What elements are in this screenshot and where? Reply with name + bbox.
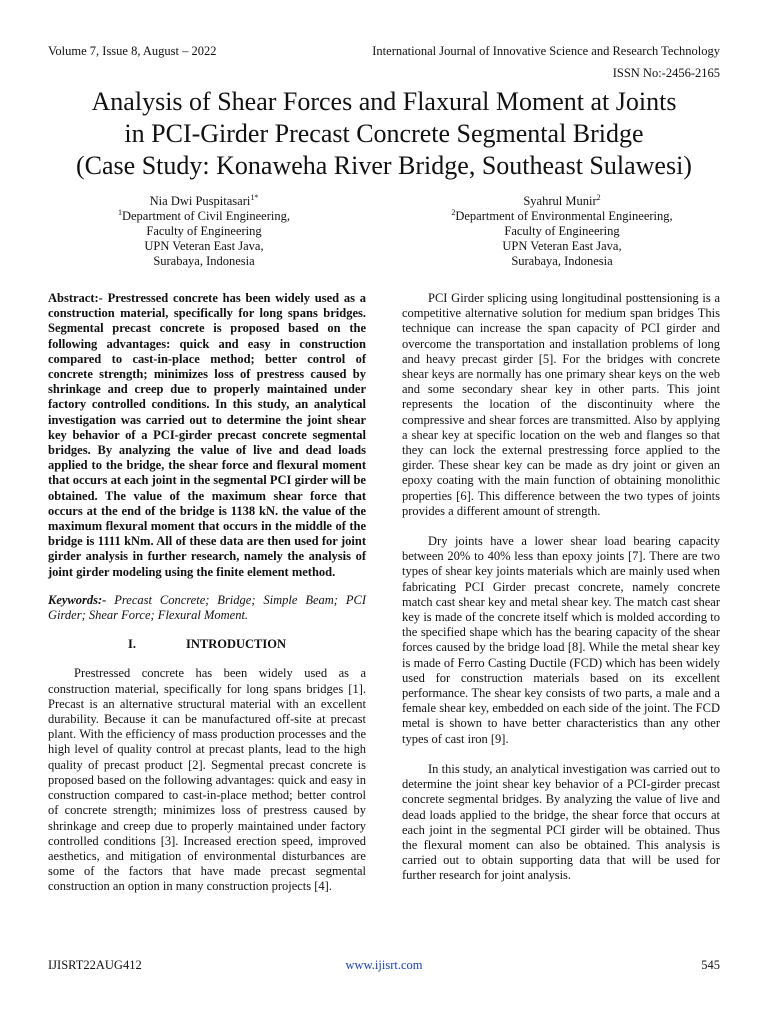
author-university: UPN Veteran East Java, <box>144 239 264 253</box>
paper-code: IJISRT22AUG412 <box>48 958 142 972</box>
body-paragraph: In this study, an analytical investigation was carried out to determine the joint shear key behavior of a PCI-girder precast concrete segmental bridges. By analyzing the value of live and dead loads applied to the bridge, the shear force that occurs at each joint in the segmental PCI girder will be obtained. Thus the flexural moment can also be obtained. This analysis is carried out to obtain supporting data that will be used for further research for joint analysis. <box>402 761 720 883</box>
author-city: Surabaya, Indonesia <box>511 254 613 268</box>
journal-url-link[interactable]: www.ijisrt.com <box>345 958 423 972</box>
journal-name: International Journal of Innovative Science and Research Technology <box>372 44 720 58</box>
body-paragraph: Dry joints have a lower shear load bearing capacity between 20% to 40% less than epoxy joints [7]. There are two types of shear key joints materials which are mainly used when fabricating PCI Girder precast concrete, namely concrete match cast shear key and metal shear key. The match cast shear key is made of the concrete itself which is molded according to the specified shape which has the bearing capacity of the shear forces caused by the bridge load [8]. While the metal shear key is made of Ferro Casting Ductile (FCD) which has been widely used for construction materials based on its excellent performance. The shear key consists of two parts, a male and a female shear key, embedded on each side of the joint. The FCD metal is shown to have better characteristics than any other types of cast iron [9]. <box>402 534 720 746</box>
section-title: INTRODUCTION <box>185 637 286 652</box>
author-faculty: Faculty of Engineering <box>146 224 262 238</box>
page-number: 545 <box>701 958 720 972</box>
section-number: I. <box>127 637 136 652</box>
body-paragraph: PCI Girder splicing using longitudinal posttensioning is a competitive alternative solution for medium span bridges This technique can increase the span capacity of PCI girder and overcome the transportation and installation problems of long and heavy precast girder [5]. For the bridges with concrete shear keys are normally has one primary shear keys on the web and some secondary shear key in other parts. This joint represents the location of the discontinuity where the compressive and shear forces are transmitted. Also by applying a shear key at specific location on the web and flanges so that they can lock the external prestressing force applied to the girder. These shear key can be made as dry joint or given an epoxy coating with the main function of obtaining monolithic properties [6]. This difference between the two types of joints provides a different amount of strength. <box>402 291 720 518</box>
paper-title <box>20 86 748 182</box>
author-faculty: Faculty of Engineering <box>504 224 620 238</box>
author-name: Nia Dwi Puspitasari$^{1*}$ <box>149 193 259 208</box>
keywords-label: Keywords:- <box>48 592 107 607</box>
author-block <box>432 194 692 269</box>
author-city: Surabaya, Indonesia <box>153 254 255 268</box>
section-heading <box>48 637 366 652</box>
author-department: $^2$Department of Environmental Engineering, <box>451 208 673 223</box>
title-line: (Case Study: Konaweha River Bridge, Southeast Sulawesi) <box>76 151 692 180</box>
author-department: $^1$Department of Civil Engineering, <box>117 208 290 223</box>
keywords <box>48 593 366 623</box>
keywords-text: Precast Concrete; Bridge; Simple Beam; PCI Girder; Shear Force; Flexural Moment. <box>48 592 367 623</box>
journal-volume: Volume 7, Issue 8, August – 2022 <box>48 44 217 58</box>
intro-paragraph: Prestressed concrete has been widely used as a construction material, specifically for long spans bridges [1]. Precast is an alternative structural material with an excellent durability. Because it can be manufactured off-site at precast plant. With the efficiency of mass production processes and the high level of quality control at precast plants, lead to the high quality of precast product [2]. Segmental precast concrete is proposed based on the following advantages: quick and easy in construction compared to cast-in-place method; better control of concrete strength; minimizes loss of prestress caused by shrinkage and creep due to properly maintained under factory controlled conditions [3]. Increased erection speed, improved aesthetics, and mitigation of environmental disturbances are some of the factors that have made precast segmental construction an option in many construction projects [4]. <box>48 666 366 894</box>
author-university: UPN Veteran East Java, <box>502 239 622 253</box>
right-column <box>402 291 720 884</box>
title-line: Analysis of Shear Forces and Flaxural Moment at Joints <box>91 87 677 116</box>
left-column <box>48 291 366 895</box>
author-name: Syahrul Munir$^2$ <box>523 193 601 208</box>
issn: ISSN No:-2456-2165 <box>612 66 720 80</box>
abstract: Abstract:- Prestressed concrete has been widely used as a construction material, specifically for long spans bridges. Segmental precast concrete is proposed based on the following advantages: quick and easy in construction compared to cast-in-place method; better control of concrete strength; minimizes loss of prestress caused by shrinkage and creep due to properly maintained under factory controlled conditions. In this study, an analytical investigation was carried out to determine the joint shear key behavior of a PCI-girder precast concrete segmental bridges. By analyzing the value of live and dead loads applied to the bridge, the shear force and flexural moment that occurs at each joint in the segmental PCI girder will be obtained. The value of the maximum shear force that occurs at the end of the bridge is 1138 kN. the value of the maximum flexural moment that occurs in the middle of the bridge is 1111 kNm. All of these data are then used for joint girder analysis in further research, namely the analysis of joint girder modeling using the finite element method. <box>48 291 366 579</box>
author-block <box>74 194 334 269</box>
title-line: in PCI-Girder Precast Concrete Segmental Bridge <box>124 119 644 148</box>
